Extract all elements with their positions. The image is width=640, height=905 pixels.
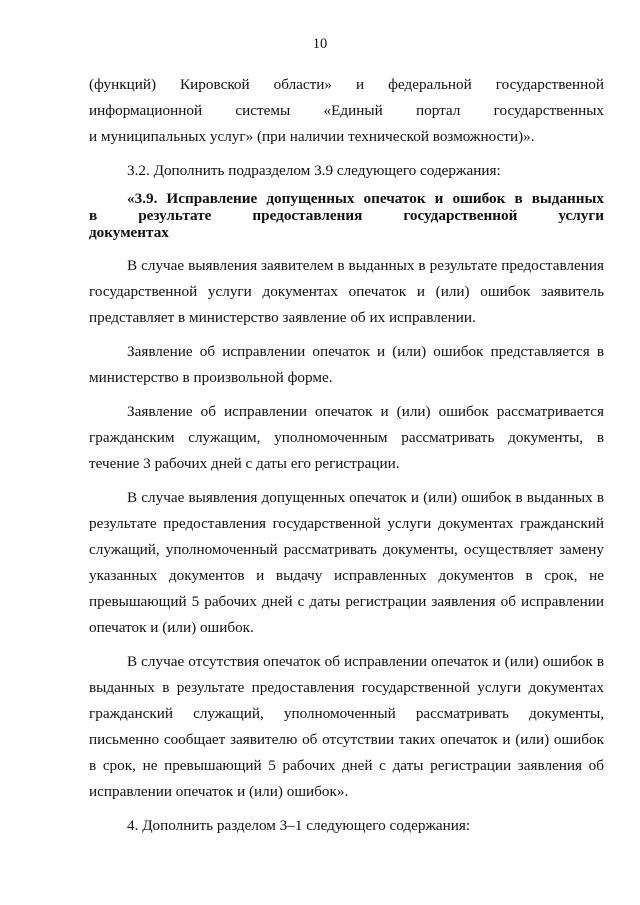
text-line: (функций) Кировской области» и федеральной государственной <box>89 76 604 93</box>
paragraph: В случае отсутствия опечаток об исправлении опечаток и (или) ошибок в выданных в результате предоставления государственной услуги документах гражданский служащий, уполномоченный рассматривать документы, письменно сообщает заявителю об отсутствии таких опечаток и (или) ошибок в срок, не превышающий 5 рабочих дней с даты регистрации заявления об исправлении опечаток и (или) ошибок». <box>89 653 604 800</box>
paragraph-4: 4. Дополнить разделом 3–1 следующего содержания: <box>127 817 471 834</box>
text-line: и муниципальных услуг» (при наличии технической возможности)». <box>89 128 535 145</box>
page-number: 10 <box>312 36 328 52</box>
heading-line: документах <box>89 224 169 241</box>
heading-line: «3.9. Исправление допущенных опечаток и ошибок в выданных <box>127 190 604 207</box>
section-heading-3-9 <box>89 190 604 241</box>
document-body <box>89 72 604 839</box>
paragraph-3-2: 3.2. Дополнить подразделом 3.9 следующего содержания: <box>127 162 501 179</box>
text-line: информационной системы «Единый портал государственных <box>89 102 604 119</box>
paragraph: В случае выявления допущенных опечаток и (или) ошибок в выданных в результате предоставления государственной услуги документах гражданский служащий, уполномоченный рассматривать документы, осуществляет замену указанных документов и выдачу исправленных документов в срок, не превышающий 5 рабочих дней с даты регистрации заявления об исправлении опечаток и (или) ошибок. <box>89 489 604 636</box>
paragraph: В случае выявления заявителем в выданных в результате предоставления государственной услуги документах опечаток и (или) ошибок заявитель представляет в министерство заявление об их исправлении. <box>89 257 604 326</box>
heading-line: в результате предоставления государственной услуги <box>89 207 604 224</box>
paragraph: Заявление об исправлении опечаток и (или) ошибок рассматривается гражданским служащим, уполномоченным рассматривать документы, в течение 3 рабочих дней с даты его регистрации. <box>89 403 604 472</box>
paragraph-continuation <box>89 72 604 150</box>
paragraph: Заявление об исправлении опечаток и (или) ошибок представляется в министерство в произвольной форме. <box>89 343 604 386</box>
